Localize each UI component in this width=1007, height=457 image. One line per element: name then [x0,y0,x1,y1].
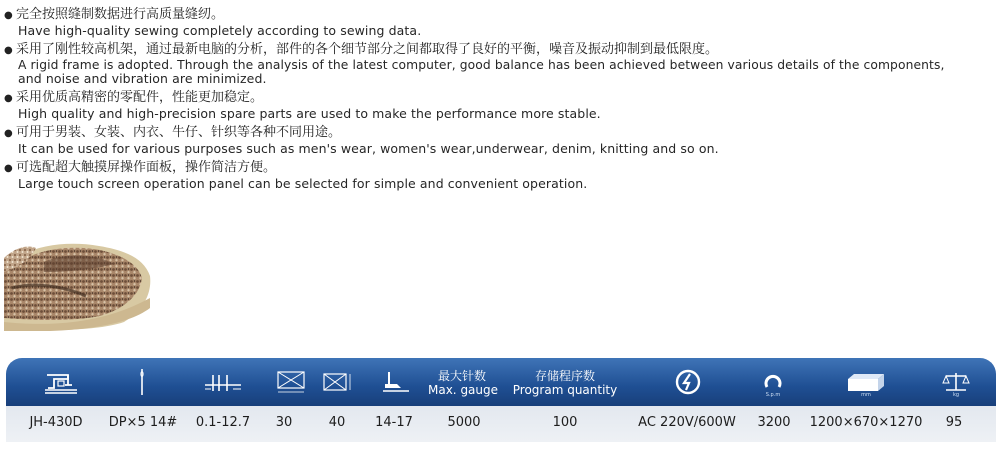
feature-item [4,41,1007,85]
bullet-icon: ● [4,93,13,104]
program-qty-zh: 存储程序数 [534,369,595,383]
feature-item [4,159,1007,190]
bullet-icon: ● [4,163,13,174]
sewing-area-x-column-header [268,358,314,406]
stitch-length-column-header [178,358,268,406]
bullet-icon: ● [4,128,13,139]
dimensions-unit: mm [861,392,871,398]
program-qty-value: 100 [552,415,578,430]
program-qty-en: Program quantity [512,383,618,397]
dimensions-value: 1200×670×1270 [809,415,923,430]
needle-value: DP×5 14# [108,415,178,430]
feature-en: Have high-quality sewing completely according to sewing data. [18,23,422,38]
sewing-area-x-value: 30 [275,415,293,430]
shoe-sample-image [4,238,152,331]
feature-item [4,6,1007,37]
max-gauge-column-header [428,358,499,406]
feature-list [4,6,1007,194]
weight-column-header [926,358,986,406]
feature-en: A rigid frame is adopted. Through the analysis of the latest computer, good balance has been achieved between various details of the components, [18,58,945,72]
bullet-icon: ● [4,45,13,56]
speed-unit: S.p.m [765,392,781,398]
spec-values-row [6,406,996,442]
max-gauge-zh: 最大针数 [437,369,486,383]
speed-value: 3200 [757,415,791,430]
feature-zh: 可选配超大触摸屏操作面板，操作简洁方便。 [16,160,277,175]
program-qty-column-header [510,358,620,406]
weight-value: 95 [945,415,963,430]
speed-column-header [748,358,798,406]
power-value: AC 220V/600W [638,415,736,430]
feature-en: It can be used for various purposes such as men's wear, women's wear,underwear, denim, knitting and so on. [18,141,719,156]
feature-en: High quality and high-precision spare parts are used to make the performance more stable. [18,106,601,121]
stitch-length-value: 0.1-12.7 [195,415,251,430]
bullet-icon: ● [4,10,13,21]
spec-header-bar [6,358,996,406]
sewing-area-y-column-header [314,358,364,406]
weight-unit: kg [952,392,960,398]
presser-lift-column-header [364,358,428,406]
feature-item [4,124,1007,155]
model-column-header [16,358,106,406]
feature-zh: 完全按照缝制数据进行高质量缝纫。 [16,7,225,22]
model-value: JH-430D [29,415,83,430]
max-gauge-value: 5000 [447,415,481,430]
feature-zh: 可用于男装、女装、内衣、牛仔、针织等各种不同用途。 [16,125,342,140]
dimensions-column-header [806,358,926,406]
feature-zh: 采用了刚性较高机架，通过最新电脑的分析，部件的各个细节部分之间都取得了良好的平衡，噪音及振动抑制到最低限度。 [16,42,719,57]
presser-lift-value: 14-17 [375,415,413,430]
feature-zh: 采用优质高精密的零配件，性能更加稳定。 [16,90,264,105]
power-column-header [628,358,748,406]
feature-en: Large touch screen operation panel can be selected for simple and convenient operation. [18,176,588,191]
max-gauge-en: Max. gauge [428,383,499,397]
feature-en: and noise and vibration are minimized. [18,71,267,86]
sewing-area-y-value: 40 [328,415,346,430]
feature-item [4,89,1007,120]
needle-column-header [106,358,178,406]
